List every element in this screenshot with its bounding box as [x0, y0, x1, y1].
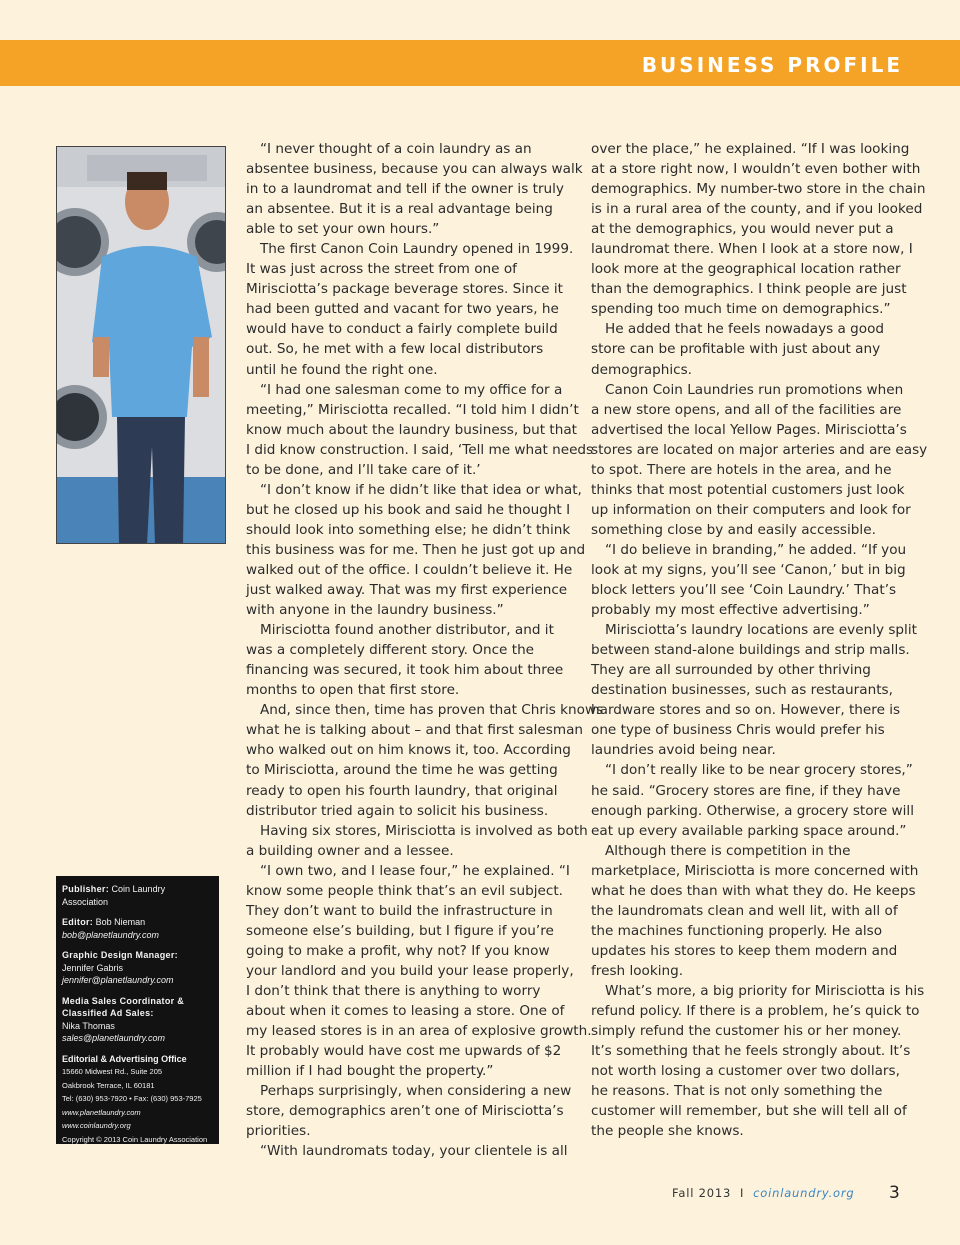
text-line: one type of business Chris would prefer his: [591, 722, 885, 739]
paragraph: [246, 239, 574, 379]
text-line: a new store opens, and all of the facilities are: [591, 401, 902, 418]
text-line: the machines functioning properly. He also: [591, 922, 883, 939]
text-line: Mirisciotta found another distributor, and it: [260, 622, 554, 639]
text-line: enough parking. Otherwise, a grocery store will: [591, 802, 914, 819]
media-block: [62, 995, 213, 1045]
text-line: The first Canon Coin Laundry opened in 1999.: [260, 241, 574, 258]
paragraph: [246, 700, 604, 820]
text-line: not worth losing a customer over two dollars,: [591, 1063, 900, 1080]
text-line: “I don’t really like to be near grocery stores,”: [605, 762, 913, 779]
paragraph: [591, 319, 907, 379]
paragraph: [246, 821, 588, 861]
issue-label: Fall 2013: [672, 1186, 732, 1200]
copyright: Copyright © 2013 Coin Laundry Association: [62, 1134, 208, 1144]
paragraph: [246, 380, 594, 480]
text-line: “With laundromats today, your clientele is all: [260, 1143, 568, 1160]
text-line: to spot. There are hotels in the area, and he: [591, 461, 892, 478]
text-line: block letters you’ll see ‘Coin Laundry.’ That’s: [591, 582, 897, 599]
paragraph: [246, 480, 586, 620]
article-column-1: [246, 139, 604, 1161]
text-line: spending too much time on demographics.”: [591, 301, 891, 318]
text-line: customer will remember, but she will tell all of: [591, 1103, 907, 1120]
page-footer: [672, 1186, 855, 1200]
text-line: he reasons. That is not only something the: [591, 1083, 883, 1100]
text-line: They don’t want to build the infrastructure in: [246, 902, 553, 919]
text-line: What’s more, a big priority for Mirisciotta is his: [605, 982, 925, 999]
text-line: laundromat there. When I look at a store now, I: [591, 241, 913, 258]
text-line: refund policy. If there is a problem, he’s quick to: [591, 1003, 920, 1020]
text-line: laundries avoid being near.: [591, 742, 776, 759]
text-line: at a store right now, I wouldn’t even bother with: [591, 161, 921, 178]
design-email[interactable]: jennifer@planetlaundry.com: [62, 975, 174, 985]
text-line: destination businesses, such as restaurants,: [591, 682, 893, 699]
text-line: was a completely different story. Once the: [246, 642, 535, 659]
media-label-1: Media Sales Coordinator &: [62, 995, 185, 1006]
text-line: should look into something else; he didn’t think: [246, 521, 571, 538]
text-line: Canon Coin Laundries run promotions when: [605, 381, 904, 398]
text-line: stores are located on major arteries and are easy: [591, 441, 928, 458]
text-line: They are all surrounded by other thriving: [591, 662, 871, 679]
text-line: Having six stores, Mirisciotta is involved as both: [260, 822, 588, 839]
publisher-label: Publisher:: [62, 884, 110, 894]
text-line: just walked away. That was my first experience: [246, 582, 568, 599]
text-line: Perhaps surprisingly, when considering a new: [260, 1083, 572, 1100]
text-line: walked out of the office. I couldn’t believe it. He: [246, 561, 573, 578]
text-line: the laundromats clean and well lit, with all of: [591, 902, 898, 919]
editor-value: Bob Nieman: [95, 917, 146, 927]
editor-label: Editor:: [62, 917, 94, 927]
top-margin: [0, 0, 960, 40]
text-line: my leased stores is in an area of explosive growth.: [246, 1023, 592, 1040]
text-line: I did know construction. I said, ‘Tell me what needs: [246, 441, 594, 458]
text-line: look at my signs, you’ll see ‘Canon,’ but in big: [591, 561, 906, 578]
text-line: meeting,” Mirisciotta recalled. “I told him I didn’t: [246, 401, 579, 418]
text-line: to Mirisciotta, around the time he was getting: [246, 762, 558, 779]
paragraph: [246, 861, 592, 1082]
text-line: know some people think that’s an evil subject.: [246, 882, 563, 899]
text-line: “I don’t know if he didn’t like that idea or what,: [260, 481, 582, 498]
text-line: thinks that most potential customers just look: [591, 481, 905, 498]
text-line: who walked out on him knows it, too. According: [246, 742, 571, 759]
editor-block: [62, 916, 213, 941]
text-line: months to open that first store.: [246, 682, 460, 699]
paragraph: [246, 620, 564, 700]
text-line: hardware stores and so on. However, there is: [591, 702, 901, 719]
text-line: Mirisciotta’s laundry locations are evenly split: [605, 622, 917, 639]
text-line: in to a laundromat and tell if the owner is truly: [246, 181, 564, 198]
text-line: “I do believe in branding,” he added. “If you: [605, 541, 907, 558]
paragraph: [591, 760, 914, 840]
text-line: I don’t think that there is anything to worry: [246, 982, 541, 999]
office-block: [62, 1053, 213, 1147]
text-line: “I had one salesman come to my office for a: [260, 381, 563, 398]
photo-illustration: [57, 147, 226, 544]
text-line: distributor tried again to solicit his business.: [246, 802, 549, 819]
text-line: with anyone in the laundry business.”: [246, 602, 504, 619]
page-number: 3: [889, 1183, 900, 1203]
section-banner: [0, 40, 960, 86]
text-line: a building owner and a lessee.: [246, 842, 454, 859]
text-line: is in a rural area of the county, and if you looked: [591, 201, 923, 218]
text-line: eat up every available parking space around.”: [591, 822, 907, 839]
design-label: Graphic Design Manager:: [62, 950, 178, 960]
text-line: And, since then, time has proven that Chris knows: [260, 702, 604, 719]
web-link-2[interactable]: www.coinlaundry.org: [62, 1121, 131, 1130]
text-line: It probably would have cost me upwards of $2: [246, 1043, 562, 1060]
text-line: would have to conduct a fairly complete build: [246, 321, 558, 338]
text-line: Mirisciotta’s package beverage stores. Since it: [246, 281, 563, 298]
text-line: updates his stores to keep them modern and: [591, 942, 898, 959]
text-line: look more at the geographical location rather: [591, 261, 901, 278]
text-line: marketplace, Mirisciotta is more concerned with: [591, 862, 919, 879]
text-line: know much about the laundry business, but that: [246, 421, 577, 438]
article-column-2: [591, 139, 928, 1141]
footer-separator: I: [740, 1186, 745, 1200]
text-line: ready to open his fourth laundry, that original: [246, 782, 558, 799]
text-line: between stand-alone buildings and strip malls.: [591, 642, 910, 659]
media-label-2: Classified Ad Sales:: [62, 1008, 154, 1018]
editor-email[interactable]: bob@planetlaundry.com: [62, 929, 160, 940]
paragraph: [591, 380, 928, 540]
text-line: going to make a profit, why not? If you know: [246, 942, 550, 959]
text-line: but he closed up his book and said he thought I: [246, 501, 571, 518]
text-line: It’s something that he feels strongly about. It’s: [591, 1043, 911, 1060]
text-line: up information on their computers and look for: [591, 501, 911, 518]
paragraph: [591, 841, 919, 981]
paragraph: [246, 1141, 568, 1161]
text-line: simply refund the customer his or her money.: [591, 1023, 902, 1040]
text-line: about when it comes to leasing a store. One of: [246, 1003, 565, 1020]
text-line: he said. “Grocery stores are fine, if they have: [591, 782, 901, 799]
text-line: He added that he feels nowadays a good: [605, 321, 885, 338]
text-line: million if I had bought the property.”: [246, 1063, 494, 1080]
paragraph: [246, 1081, 572, 1141]
web-link-1[interactable]: www.planetlaundry.com: [62, 1107, 141, 1117]
text-line: something close by and easily accessible.: [591, 521, 876, 538]
office-label: Editorial & Advertising Office: [62, 1053, 187, 1064]
office-address-1: 15660 Midwest Rd., Suite 205: [62, 1067, 163, 1076]
text-line: absentee business, because you can always walk: [246, 161, 583, 178]
text-line: over the place,” he explained. “If I was looking: [591, 141, 910, 157]
masthead-box: [56, 876, 219, 1144]
text-line: this business was for me. Then he just got up and: [246, 541, 586, 558]
text-line: probably my most effective advertising.”: [591, 602, 870, 619]
text-line: It was just across the street from one of: [246, 261, 517, 278]
text-line: an absentee. But it is a real advantage being: [246, 201, 553, 218]
text-line: the people she knows.: [591, 1123, 744, 1140]
paragraph: [591, 620, 917, 760]
text-line: at the demographics, you would never put a: [591, 221, 894, 238]
media-name: Nika Thomas: [62, 1020, 115, 1031]
text-line: someone else’s building, but I figure if you’re: [246, 922, 554, 939]
site-link[interactable]: coinlaundry.org: [753, 1186, 855, 1200]
text-line: demographics. My number-two store in the chain: [591, 181, 926, 198]
text-line: priorities.: [246, 1123, 311, 1140]
office-address-2: Oakbrook Terrace, IL 60181: [62, 1080, 155, 1090]
text-line: able to set your own hours.”: [246, 221, 440, 238]
design-block: [62, 949, 213, 987]
section-title: BUSINESS PROFILE: [641, 53, 903, 77]
text-line: store can be profitable with just about any: [591, 341, 881, 358]
text-line: Although there is competition in the: [605, 842, 851, 859]
publisher-value: Coin Laundry Association: [62, 884, 166, 907]
text-line: financing was secured, it took him about three: [246, 662, 564, 679]
publisher-block: [62, 883, 213, 908]
text-line: what he is talking about – and that first salesman: [246, 722, 584, 739]
text-line: “I never thought of a coin laundry as an: [260, 141, 532, 157]
text-line: demographics.: [591, 361, 692, 378]
paragraph: [591, 139, 926, 319]
media-email[interactable]: sales@planetlaundry.com: [62, 1033, 166, 1043]
text-line: had been gutted and vacant for two years, he: [246, 301, 559, 318]
text-line: out. So, he met with a few local distributors: [246, 341, 544, 358]
text-line: until he found the right one.: [246, 361, 438, 378]
text-line: advertised the local Yellow Pages. Mirisciotta’s: [591, 421, 907, 438]
paragraph: [246, 139, 583, 239]
text-line: “I own two, and I lease four,” he explained. “I: [260, 862, 570, 879]
paragraph: [591, 540, 907, 620]
text-line: what he does than with what they do. He keeps: [591, 882, 916, 899]
text-line: fresh looking.: [591, 962, 684, 979]
office-phone: Tel: (630) 953-7920 • Fax: (630) 953-7925: [62, 1094, 202, 1103]
text-line: to be done, and I’ll take care of it.’: [246, 461, 481, 478]
text-line: your landlord and you build your lease properly,: [246, 962, 574, 979]
paragraph: [591, 981, 925, 1141]
text-line: than the demographics. I think people are just: [591, 281, 907, 298]
design-name: Jennifer Gabris: [62, 962, 124, 973]
profile-photo: [56, 146, 226, 544]
text-line: store, demographics aren’t one of Mirisciotta’s: [246, 1103, 564, 1120]
